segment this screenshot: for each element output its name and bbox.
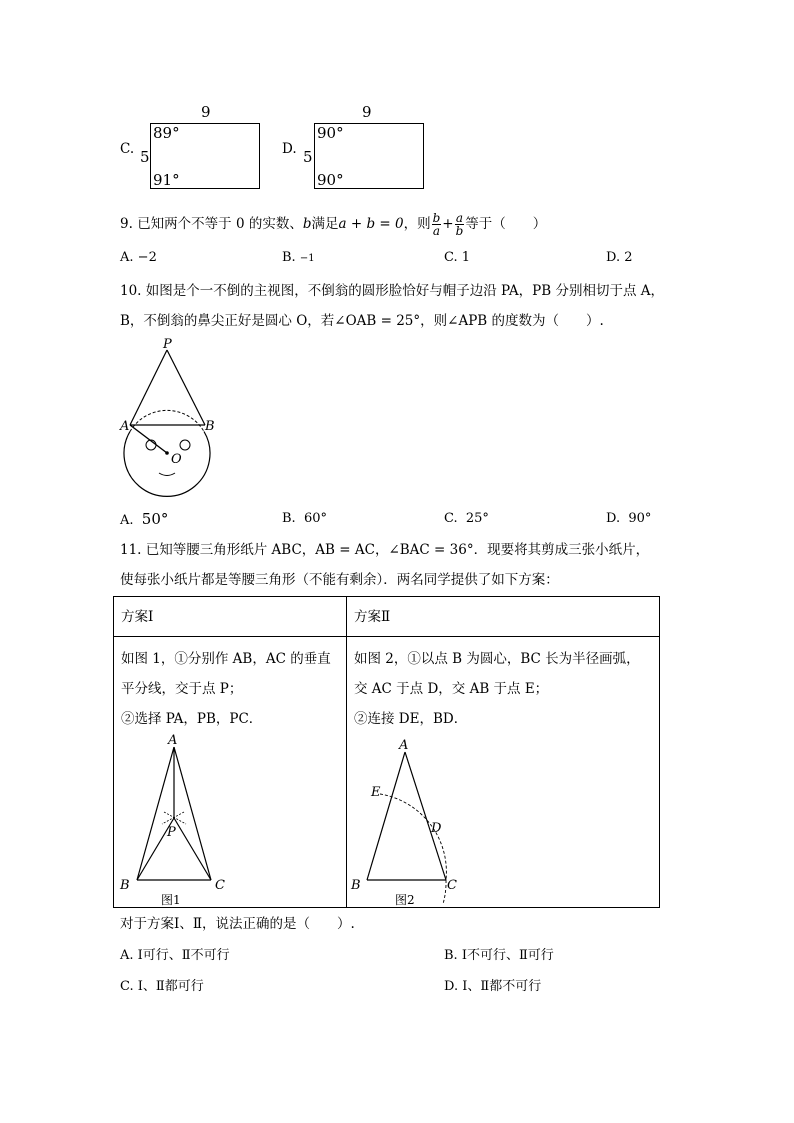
label-p: P [163,337,172,352]
label-d: D [431,821,442,836]
angle-top-label: 89° [153,124,180,142]
q10-stem-line2: B，不倒翁的鼻尖正好是圆心 O，若∠OAB = 25°，则∠APB 的度数为（ ）. [120,313,604,329]
option-a: A. −2 [120,250,157,265]
rect-top-length: 9 [362,103,372,121]
angle-top-label: 90° [317,124,344,142]
angle-bottom-label: 91° [153,171,180,189]
q9-stem [120,212,546,237]
scheme1-title: 方案Ⅰ [121,609,154,625]
option-b: B. −1 [282,250,315,265]
option-label: C. [120,141,135,157]
label-c: C [215,878,225,893]
q11-stem-line1: 11. 已知等腰三角形纸片 ABC，AB = AC，∠BAC = 36°．现要将其剪成三张小纸片， [120,542,650,558]
rect-side-length: 5 [303,148,313,166]
option-d: D. 2 [606,250,633,265]
scheme2-title: 方案Ⅱ [354,609,391,625]
rect-side-length: 5 [140,148,150,166]
label-c: C [447,878,457,893]
label-e: E [371,785,381,800]
plus-sign: + [442,216,454,232]
equation: a + b = 0 [338,216,404,232]
label-a: A [168,733,178,748]
rect-top-length: 9 [201,103,211,121]
option-d: D. Ⅰ、Ⅱ都不可行 [444,979,542,994]
figure-caption: 图2 [395,893,415,907]
option-d: D. 90° [606,511,652,526]
label-b: B [120,878,130,893]
stem-text: ，则 [403,216,431,232]
q10-tumbler-figure [115,335,225,505]
option-c: C. 25° [444,511,489,526]
q11-stem-line2: 使每张小纸片都是等腰三角形（不能有剩余）．两名同学提供了如下方案： [120,572,559,588]
stem-text: 已知两个不等于 0 的实数、 [137,216,303,232]
scheme1-line3: ②选择 PA，PB，PC． [121,711,263,727]
label-a: A [399,738,409,753]
option-a: A. 50° [120,510,169,528]
option-a: A. Ⅰ可行、Ⅱ不可行 [120,948,230,963]
scheme1-header-cell [114,597,347,637]
option-c: C. 1 [444,250,471,265]
angle-bottom-label: 90° [317,171,344,189]
label-p: P [167,825,176,840]
option-b: B. 60° [282,511,327,526]
stem-text: 满足 [311,216,339,232]
scheme2-header-cell [347,597,660,637]
fraction-b-over-a: $\frac{b}{a}$ [432,211,441,238]
option-b: B. Ⅰ不可行、Ⅱ可行 [444,948,554,963]
scheme1-figure [114,732,244,907]
label-b: B [205,419,215,434]
option-c: C. Ⅰ、Ⅱ都可行 [120,979,204,994]
option-label: D. [282,141,297,157]
scheme2-line1: 如图 2，①以点 B 为圆心，BC 长为半径画弧， [354,651,640,667]
scheme2-figure [347,732,487,907]
stem-text: 等于（ ） [465,216,547,232]
scheme1-line1: 如图 1，①分别作 AB，AC 的垂直 [121,651,331,667]
fraction-a-over-b: $\frac{a}{b}$ [455,211,464,238]
label-o: O [171,452,182,467]
scheme1-line2: 平分线，交于点 P； [121,681,243,697]
scheme1-content-cell [114,637,347,908]
scheme2-line3: ②连接 DE，BD． [354,711,468,727]
scheme2-content-cell [347,637,660,908]
scheme2-line2: 交 AC 于点 D，交 AB 于点 E； [354,681,549,697]
label-a: A [120,419,130,434]
label-b: B [351,878,361,893]
q11-scheme-table [113,596,660,908]
q10-stem-line1: 10. 如图是个一不倒的主视图，不倒翁的圆形脸恰好与帽子边沿 PA，PB 分别相切于点 A， [120,283,664,299]
figure-caption: 图1 [161,893,181,907]
question-number: 9. [120,216,133,232]
variable-b: b [302,216,312,232]
q11-question: 对于方案Ⅰ、Ⅱ，说法正确的是（ ）. [120,916,355,932]
